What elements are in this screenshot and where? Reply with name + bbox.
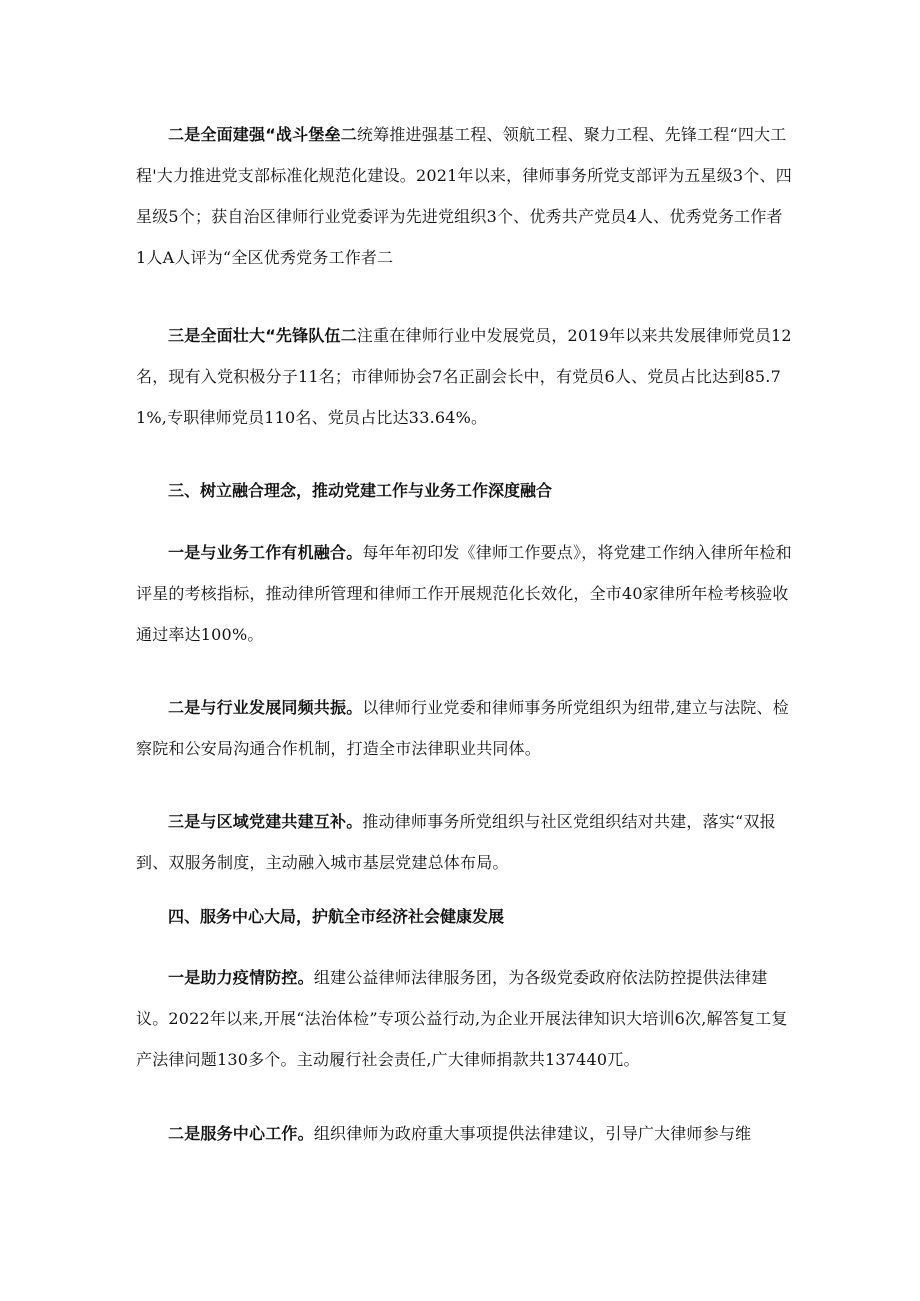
paragraph-epidemic-control	[136, 957, 792, 1080]
paragraph-regional-cobuild	[136, 801, 792, 883]
paragraph-lead: 三是与区域党建共建互补。	[168, 812, 363, 831]
paragraph-lead: 二是与行业发展同频共振。	[168, 698, 363, 717]
paragraph-lead: 三是全面壮大“先锋队伍二	[168, 326, 357, 345]
paragraph-business-integration	[136, 532, 792, 655]
paragraph-industry-resonance	[136, 687, 792, 769]
paragraph-body: 组建公益律师法律服务团，为各级党委政府依法防控提供法律建议。2022年以来,开展“法治体检”专项公益行动,为企业开展法律知识大培训6次,解答复工复产法律问题130多个。主动履行社会责任,广大律师捐款共137440兀。	[136, 968, 788, 1069]
paragraph-lead: 一是助力疫情防控。	[168, 968, 314, 987]
section-heading-3: 三、树立融合理念，推动党建工作与业务工作深度融合	[168, 481, 553, 500]
paragraph-body: 统筹推进强基工程、领航工程、聚力工程、先锋工程“四大工程'大力推进党支部标准化规范化建设。2021年以来，律师事务所党支部评为五星级3个、四星级5个；获自治区律师行业党委评为先进党组织3个、优秀共产党员4人、优秀党务工作者1人A人评为“全区优秀党务工作者二	[136, 125, 792, 267]
paragraph-lead: 二是全面建强“战斗堡垒二	[168, 125, 357, 144]
paragraph-body: 每年年初印发《律师工作要点》，将党建工作纳入律所年检和评星的考核指标，推动律所管理和律师工作开展规范化长效化，全市40家律所年检考核验收通过率达100%。	[136, 543, 792, 644]
paragraph-lead: 一是与业务工作有机融合。	[168, 543, 363, 562]
paragraph-body: 推动律师事务所党组织与社区党组织结对共建，落实“双报到、双服务制度，主动融入城市基层党建总体布局。	[136, 812, 776, 872]
paragraph-lead: 二是服务中心工作。	[168, 1124, 314, 1143]
paragraph-body: 注重在律师行业中发展党员，2019年以来共发展律师党员12名，现有入党积极分子11名；市律师协会7名正副会长中，有党员6人、党员占比达到85.71%,专职律师党员110名、党员占比达33.64%。	[136, 326, 792, 427]
paragraph-body: 组织律师为政府重大事项提供法律建议，引导广大律师参与维	[313, 1124, 752, 1143]
section-heading-4: 四、服务中心大局，护航全市经济社会健康发展	[168, 907, 505, 926]
paragraph-body: 以律师行业党委和律师事务所党组织为纽带,建立与法院、检察院和公安局沟通合作机制，打造全市法律职业共同体。	[136, 698, 789, 758]
paragraph-fortress	[136, 114, 792, 278]
paragraph-central-work	[136, 1113, 792, 1154]
paragraph-vanguard	[136, 315, 792, 438]
